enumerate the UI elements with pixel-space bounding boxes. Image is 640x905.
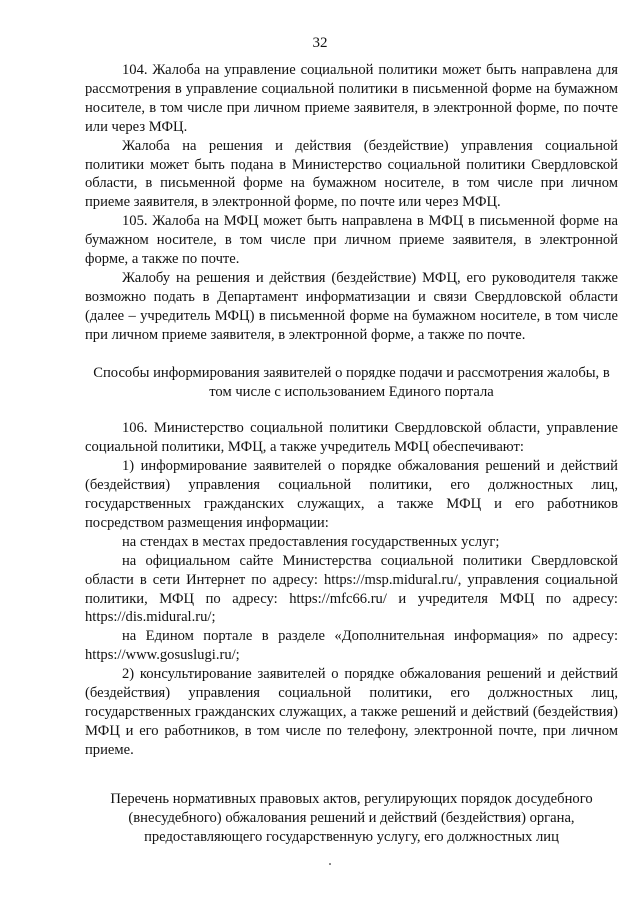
paragraph-106-portal: на Едином портале в разделе «Дополнительная информация» по адресу: https://www.gosuslugi.ru/; [85, 628, 618, 664]
section-heading-regulations: Перечень нормативных правовых актов, регулирующих порядок досудебного (внесудебного) обжалования решений и действий (бездействия) органа, предоставляющего государственную услугу, его должностных лиц [110, 790, 593, 845]
scan-speck [329, 863, 331, 865]
paragraph-104-complaint-ministry: Жалоба на решения и действия (бездействие) управления социальной политики может быть подана в Министерство социальной политики Свердловской области, в письменной форме на бумажном носителе, в том числе при личном приеме заявителя, в электронной форме, по почте или через МФЦ. [85, 137, 618, 211]
section-heading-informing: Способы информирования заявителей о порядке подачи и рассмотрения жалобы, в том числе с использованием Единого портала [93, 364, 610, 400]
paragraph-106: 106. Министерство социальной политики Свердловской области, управление социальной политики, МФЦ, а также учредитель МФЦ обеспечивают: [85, 420, 618, 456]
page-content [85, 61, 618, 846]
paragraph-104: 104. Жалоба на управление социальной политики может быть направлена для рассмотрения в управление социальной политики в письменной форме на бумажном носителе, в том числе при личном приеме заявителя, в электронной форме, по почте или через МФЦ. [85, 62, 618, 135]
page-number: 32 [312, 35, 328, 51]
paragraph-106-item-1: 1) информирование заявителей о порядке обжалования решений и действий (бездействия) управления социальной политики, его должностных лиц, государственных гражданских служащих, а также МФЦ и его работников посредством размещения информации: [85, 458, 618, 531]
paragraph-105-complaint-founder: Жалобу на решения и действия (бездействие) МФЦ, его руководителя также возможно подать в Департамент информатизации и связи Свердловской области (далее – учредитель МФЦ) в письменной форме на бумажном носителе, в том числе при личном приеме заявителя, в электронной форме, а также по почте. [85, 269, 618, 343]
paragraph-106-item-2: 2) консультирование заявителей о порядке обжалования решений и действий (бездействия) управления социальной политики, его должностных лиц, государственных гражданских служащих, а также решений и действий (бездействия) МФЦ и его работников, в том числе по телефону, электронной почте, при личном приеме. [85, 666, 618, 758]
paragraph-105: 105. Жалоба на МФЦ может быть направлена в МФЦ в письменной форме на бумажном носителе, в том числе при личном приеме заявителя, в электронной форме, а также по почте. [85, 213, 618, 268]
paragraph-106-stands: на стендах в местах предоставления государственных услуг; [122, 533, 500, 550]
paragraph-106-websites: на официальном сайте Министерства социальной политики Свердловской области в сети Интернет по адресу: https://msp.midural.ru/, управления социальной политики, МФЦ по адресу: https://mfc66.ru/ и учредителя МФЦ по адресу: https://dis.midural.ru/; [85, 552, 618, 626]
